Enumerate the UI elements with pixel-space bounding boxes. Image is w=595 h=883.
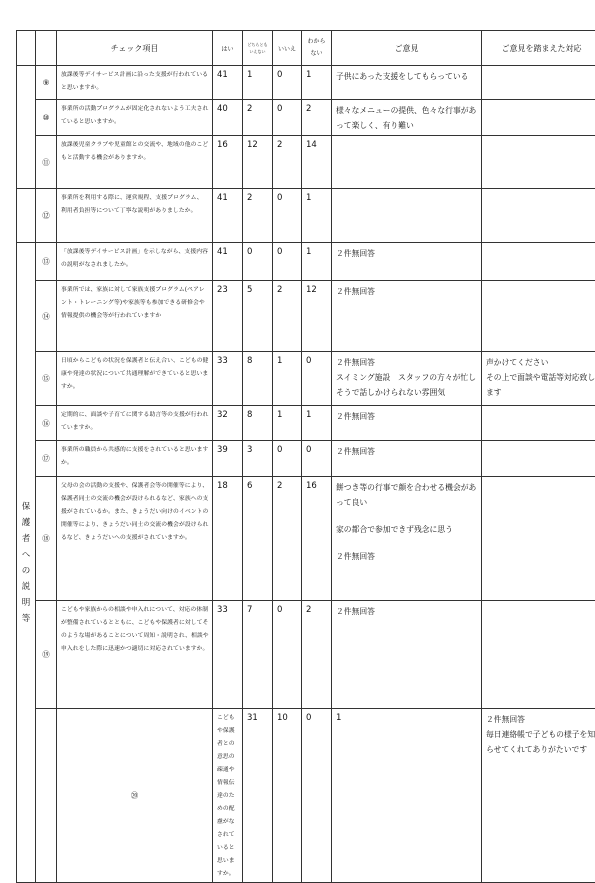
row-number: ⑰ (36, 441, 57, 477)
count-no: 1 (273, 406, 302, 441)
count-yes: 31 (243, 709, 273, 883)
count-unknown: 1 (332, 709, 482, 883)
count-unknown: 12 (302, 281, 332, 352)
response-cell (482, 189, 595, 243)
row-number: ⑫ (36, 189, 57, 243)
table-row (17, 281, 595, 352)
question-text: 父母の会の活動の支援や、保護者会等の開催等により、保護者同士の交流の機会が設けられるなど、家族への支援がされているか。また、きょうだい向けのイベントの開催等により、きょうだい同士の交流の機会が設けられるなど、きょうだいへの支援がされていますか。 (57, 477, 213, 601)
count-yes: 40 (213, 100, 243, 136)
count-unknown: 1 (302, 243, 332, 281)
count-neither: 0 (243, 243, 273, 281)
row-number: ⑩ (36, 100, 57, 136)
count-no: 0 (273, 601, 302, 709)
count-yes: 32 (213, 406, 243, 441)
category-cell-blank (17, 66, 36, 189)
count-no: 2 (273, 281, 302, 352)
opinion-cell (332, 477, 482, 601)
opinion-text: 様々なメニューの提供、色々な行事があって楽しく、有り難い (336, 103, 479, 133)
response-cell (482, 66, 595, 100)
table-row (17, 189, 595, 243)
row-number: ⑯ (36, 406, 57, 441)
row-number: ⑳ (57, 709, 213, 883)
opinion-text: ２件無回答 (336, 604, 479, 619)
question-text: 放課後児童クラブや児童館との交流や、地域の他のこどもと活動する機会がありますか。 (57, 136, 213, 189)
count-yes: 41 (213, 66, 243, 100)
count-unknown: 1 (302, 66, 332, 100)
count-yes: 18 (213, 477, 243, 601)
count-neither: 3 (243, 441, 273, 477)
opinion-cell (332, 601, 482, 709)
count-no: 1 (273, 352, 302, 406)
question-text: 日頃からこどもの状況を保護者と伝え合い、こどもの健康や発達の状況について共通理解ができていると思いますか。 (57, 352, 213, 406)
table-row (17, 477, 595, 601)
table-row (17, 243, 595, 281)
header-row (17, 31, 595, 66)
response-cell (482, 281, 595, 352)
count-no: 0 (273, 243, 302, 281)
row-number: ⑬ (36, 243, 57, 281)
response-cell (482, 601, 595, 709)
row-number: ⑱ (36, 477, 57, 601)
opinion-cell (332, 281, 482, 352)
question-text: 事業所では、家族に対して家族支援プログラム(ペアレント・トレーニング等)や家族等も参加できる研修会や情報提供の機会等が行われていますか (57, 281, 213, 352)
opinion-text: ２件無回答 (336, 246, 479, 261)
count-no: 0 (302, 709, 332, 883)
count-neither: 8 (243, 406, 273, 441)
question-text: 「放課後等デイサービス計画」を示しながら、支援内容の説明がなされましたか。 (57, 243, 213, 281)
header-opinion: ご意見 (332, 31, 482, 66)
count-neither: 6 (243, 477, 273, 601)
question-text: 定期的に、面談や子育てに関する助言等の支援が行われていますか。 (57, 406, 213, 441)
category-cell-blank (36, 709, 57, 883)
response-text: その上で面談や電話等対応致します (486, 370, 595, 400)
opinion-cell (482, 709, 595, 883)
count-unknown: 0 (302, 441, 332, 477)
header-check-item: チェック項目 (57, 31, 213, 66)
opinion-cell (332, 189, 482, 243)
opinion-text: ２件無回答 (336, 549, 479, 564)
count-yes: 39 (213, 441, 243, 477)
response-cell (482, 100, 595, 136)
count-unknown: 16 (302, 477, 332, 601)
opinion-text: ２件無回答 (336, 355, 479, 370)
count-unknown: 1 (302, 189, 332, 243)
header-no: いいえ (273, 31, 302, 66)
count-yes: 23 (213, 281, 243, 352)
question-text: 放課後等デイサービス計画に沿った支援が行われていると思いますか。 (57, 66, 213, 100)
row-number: ⑨ (36, 66, 57, 100)
count-unknown: 14 (302, 136, 332, 189)
opinion-cell (332, 66, 482, 100)
count-unknown: 0 (302, 352, 332, 406)
header-yes: はい (213, 31, 243, 66)
count-neither: 2 (243, 189, 273, 243)
count-no: 0 (273, 100, 302, 136)
count-neither: 1 (243, 66, 273, 100)
opinion-text: 毎日連絡帳で子どもの様子を知らせてくれてありがたいです (486, 727, 595, 757)
opinion-text: ２件無回答 (336, 444, 479, 459)
opinion-text: ２件無回答 (336, 284, 479, 299)
header-number (36, 31, 57, 66)
count-neither: 8 (243, 352, 273, 406)
question-text: 事業所の職員から共感的に支援をされていると思いますか。 (57, 441, 213, 477)
question-text: 事業所の活動プログラムが固定化されないよう工夫されていると思いますか。 (57, 100, 213, 136)
row-number: ⑮ (36, 352, 57, 406)
header-neither: どちらとも いえない (243, 31, 273, 66)
response-cell (482, 352, 595, 406)
table-row (17, 100, 595, 136)
table-row (17, 352, 595, 406)
count-unknown: 2 (302, 100, 332, 136)
count-unknown: 1 (302, 406, 332, 441)
count-neither: 10 (273, 709, 302, 883)
response-cell (482, 406, 595, 441)
header-response: ご意見を踏まえた対応 (482, 31, 595, 66)
survey-table (16, 30, 595, 883)
count-yes: 41 (213, 243, 243, 281)
count-no: 2 (273, 136, 302, 189)
table-row (17, 601, 595, 709)
category-cell-blank (17, 189, 36, 243)
count-neither: 2 (243, 100, 273, 136)
question-text: 事業所を利用する際に、運営規程、支援プログラム、 利用者負担等について丁寧な説明がありましたか。 (57, 189, 213, 243)
opinion-cell (332, 406, 482, 441)
table-row (17, 66, 595, 100)
response-text: 声かけてください (486, 355, 595, 370)
table-row (17, 709, 595, 883)
opinion-cell (332, 243, 482, 281)
opinion-cell (332, 352, 482, 406)
row-number: ⑲ (36, 601, 57, 709)
response-cell (482, 136, 595, 189)
opinion-text: 子供にあった支援をしてもらっている (336, 69, 479, 84)
row-number: ⑭ (36, 281, 57, 352)
opinion-cell (332, 100, 482, 136)
count-neither: 7 (243, 601, 273, 709)
count-no: 0 (273, 441, 302, 477)
count-yes: 33 (213, 352, 243, 406)
count-neither: 12 (243, 136, 273, 189)
count-yes: 33 (213, 601, 243, 709)
count-neither: 5 (243, 281, 273, 352)
count-no: 2 (273, 477, 302, 601)
opinion-text: 餅つき等の行事で顔を合わせる機会があって良い (336, 480, 479, 510)
count-no: 0 (273, 66, 302, 100)
response-cell (482, 477, 595, 601)
table-row (17, 136, 595, 189)
opinion-text: ２件無回答 (486, 712, 595, 727)
opinion-cell (332, 136, 482, 189)
response-cell (482, 441, 595, 477)
count-no: 0 (273, 189, 302, 243)
question-text: こどもや家族からの相談や申入れについて、対応の体制が整備されているとともに、こどもや保護者に対してそのような場があることについて周知・説明され、相談や申入れをした際に迅速かつ適切に対応されていますか。 (57, 601, 213, 709)
opinion-cell (332, 441, 482, 477)
table-row (17, 441, 595, 477)
opinion-text: ２件無回答 (336, 409, 479, 424)
count-yes: 41 (213, 189, 243, 243)
row-number: ⑪ (36, 136, 57, 189)
question-text: こどもや保護者との意思の疎通や情報伝達のための配慮がなされていると思いますか。 (213, 709, 243, 883)
response-cell (482, 243, 595, 281)
table-row (17, 406, 595, 441)
header-category (17, 31, 36, 66)
opinion-text: 家の都合で参加できず残念に思う (336, 522, 479, 537)
opinion-text: スイミング施設 スタッフの方々が忙しそうで話しかけられない雰囲気 (336, 370, 479, 400)
header-unknown: わから ない (302, 31, 332, 66)
count-yes: 16 (213, 136, 243, 189)
count-unknown: 2 (302, 601, 332, 709)
category-label: 保 護 者 へ の 説 明 等 (17, 243, 36, 883)
